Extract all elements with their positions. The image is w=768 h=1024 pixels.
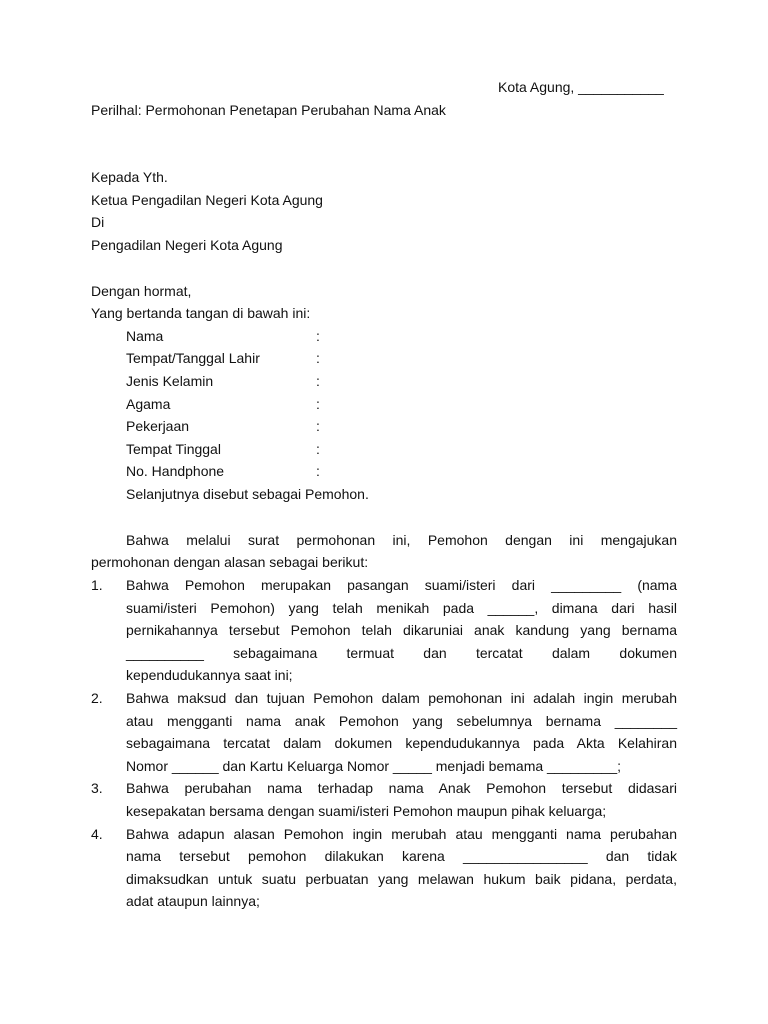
field-label-tempat-tanggal-lahir: Tempat/Tanggal Lahir [126, 350, 260, 366]
field-separator: : [316, 350, 320, 366]
field-label-jenis-kelamin: Jenis Kelamin [126, 373, 214, 389]
point-line: nama tersebut pemohon dilakukan karena ________________ dan tidak [126, 848, 677, 864]
point-number: 3. [91, 780, 103, 796]
point-line: Bahwa Pemohon merupakan pasangan suami/isteri dari _________ (nama [126, 577, 677, 593]
point-line: __________ sebagaimana termuat dan tercatat dalam dokumen [126, 645, 677, 661]
addressee-line: Di [91, 214, 105, 230]
point-line: atau mengganti nama anak Pemohon yang sebelumnya bernama ________ [126, 713, 677, 729]
point-number: 1. [91, 577, 103, 593]
point-line: adat ataupun lainnya; [126, 893, 260, 909]
paragraph-line: permohonan dengan alasan sebagai berikut: [91, 554, 369, 570]
point-line: kesepakatan bersama dengan suami/isteri Pemohon maupun pihak keluarga; [126, 803, 607, 819]
point-line: sebagaimana tercatat dalam dokumen kependudukannya pada Akta Kelahiran [126, 735, 677, 751]
field-separator: : [316, 373, 320, 389]
addressee-line: Kepada Yth. [91, 169, 168, 185]
point-line: Nomor ______ dan Kartu Keluarga Nomor _____ menjadi bemama _________; [126, 758, 621, 774]
field-label-agama: Agama [126, 396, 171, 412]
addressee-line: Pengadilan Negeri Kota Agung [91, 237, 283, 253]
point-line: suami/isteri Pemohon) yang telah menikah pada ______, dimana dari hasil [126, 600, 677, 616]
point-number: 2. [91, 690, 103, 706]
point-line: Bahwa maksud dan tujuan Pemohon dalam pemohonan ini adalah ingin merubah [126, 690, 677, 706]
point-line: Bahwa perubahan nama terhadap nama Anak Pemohon tersebut didasari [126, 780, 677, 796]
greeting: Dengan hormat, [91, 283, 192, 299]
point-line: Bahwa adapun alasan Pemohon ingin merubah atau mengganti nama perubahan [126, 826, 677, 842]
field-separator: : [316, 463, 320, 479]
field-separator: : [316, 441, 320, 457]
field-label-no-handphone: No. Handphone [126, 463, 225, 479]
subject-line: Perilhal: Permohonan Penetapan Perubahan Nama Anak [91, 102, 446, 118]
field-separator: : [316, 418, 320, 434]
paragraph-line: Bahwa melalui surat permohonan ini, Pemohon dengan ini mengajukan [126, 532, 677, 548]
field-separator: : [316, 328, 320, 344]
point-line: pernikahannya tersebut Pemohon telah dikaruniai anak kandung yang bernama [126, 622, 677, 638]
field-label-nama: Nama [126, 328, 164, 344]
field-label-pekerjaan: Pekerjaan [126, 418, 190, 434]
field-label-tempat-tinggal: Tempat Tinggal [126, 441, 221, 457]
field-separator: : [316, 396, 320, 412]
place-date: Kota Agung, ___________ [498, 79, 664, 95]
intro-line: Yang bertanda tangan di bawah ini: [91, 305, 311, 321]
addressee-line: Ketua Pengadilan Negeri Kota Agung [91, 192, 323, 208]
point-line: dimaksudkan untuk suatu perbuatan yang melawan hukum baik pidana, perdata, [126, 871, 677, 887]
point-line: kependudukannya saat ini; [126, 667, 293, 683]
petitioner-note: Selanjutnya disebut sebagai Pemohon. [126, 486, 369, 502]
point-number: 4. [91, 826, 103, 842]
